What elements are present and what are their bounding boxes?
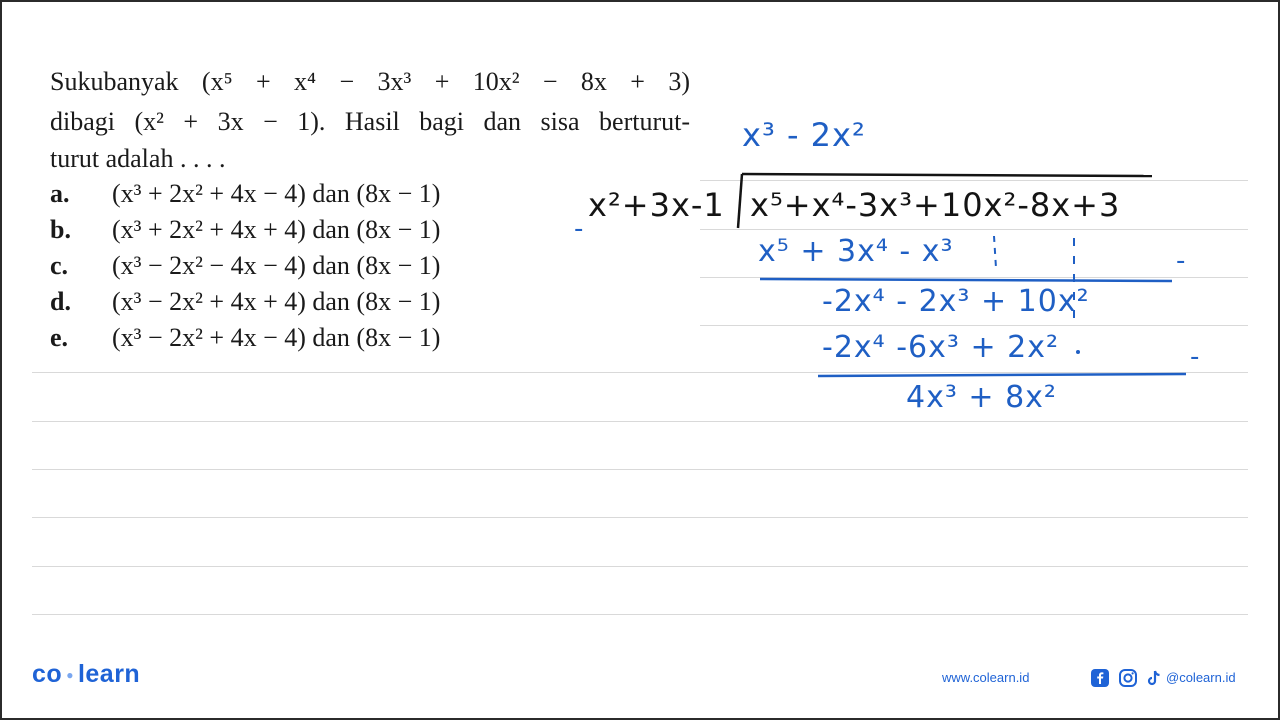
quotient: x³ - 2x²	[742, 116, 866, 154]
question-line-1: Sukubanyak (x⁵ + x⁴ − 3x³ + 10x² − 8x + 3)	[50, 67, 690, 96]
tiktok-icon[interactable]	[1144, 668, 1164, 688]
logo-text-co: co	[32, 660, 63, 688]
facebook-icon[interactable]	[1090, 668, 1110, 688]
minus-sign: -	[1190, 342, 1201, 372]
colearn-logo: co ● learn	[32, 660, 141, 688]
division-step-3: -2x⁴ -6x³ + 2x²	[822, 330, 1059, 365]
website-link[interactable]: www.colearn.id	[942, 670, 1030, 685]
division-step-2: -2x⁴ - 2x³ + 10x²	[822, 284, 1090, 319]
minus-sign: -	[574, 214, 585, 244]
option-letter: d.	[50, 287, 71, 316]
minus-sign: -	[1176, 246, 1187, 276]
option-text: (x³ − 2x² − 4x − 4) dan (8x − 1)	[112, 251, 441, 280]
question-line-2: dibagi (x² + 3x − 1). Hasil bagi dan sisa berturut-	[50, 107, 690, 136]
option-letter: b.	[50, 215, 71, 244]
division-step-4: 4x³ + 8x²	[906, 380, 1057, 415]
option-text: (x³ − 2x² + 4x − 4) dan (8x − 1)	[112, 323, 441, 352]
option-letter: a.	[50, 179, 70, 208]
logo-text-learn: learn	[77, 660, 141, 688]
option-letter: e.	[50, 323, 69, 352]
option-text: (x³ − 2x² + 4x + 4) dan (8x − 1)	[112, 287, 441, 316]
divisor: x²+3x-1	[588, 186, 725, 224]
question-line-3: turut adalah . . . .	[50, 144, 226, 173]
instagram-icon[interactable]	[1118, 668, 1138, 688]
dividend: x⁵+x⁴-3x³+10x²-8x+3	[750, 186, 1121, 224]
social-handle[interactable]: @colearn.id	[1166, 670, 1236, 685]
option-letter: c.	[50, 251, 69, 280]
division-step-1: x⁵ + 3x⁴ - x³	[758, 234, 954, 269]
option-text: (x³ + 2x² + 4x + 4) dan (8x − 1)	[112, 215, 441, 244]
option-text: (x³ + 2x² + 4x − 4) dan (8x − 1)	[112, 179, 441, 208]
